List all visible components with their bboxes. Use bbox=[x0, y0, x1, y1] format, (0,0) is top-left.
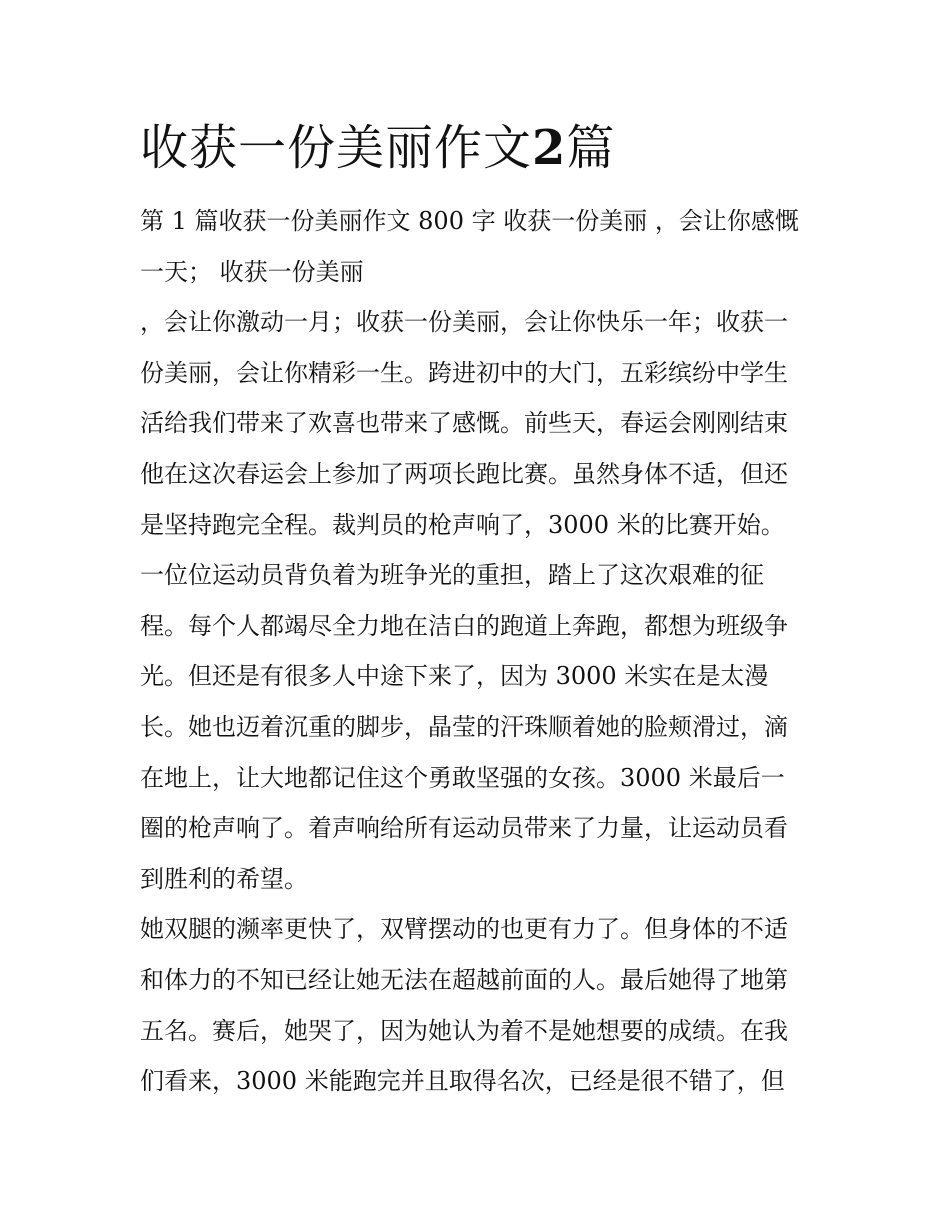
text-line: 们看来，3000 米能跑完并且取得名次，已经是很不错了，但 bbox=[140, 1067, 785, 1096]
text-line: 份美丽，会让你精彩一生。跨进初中的大门，五彩缤纷中学生 bbox=[140, 358, 788, 387]
text-line: 一天； 收获一份美丽 bbox=[140, 257, 364, 286]
text-line: 是坚持跑完全程。裁判员的枪声响了，3000 米的比赛开始。 bbox=[140, 510, 785, 539]
text-line: ，会让你激动一月；收获一份美丽，会让你快乐一年；收获一 bbox=[140, 308, 788, 337]
text-line: 到胜利的希望。 bbox=[140, 864, 308, 893]
text-line: 在地上，让大地都记住这个勇敢坚强的女孩。3000 米最后一 bbox=[140, 763, 785, 792]
text-line: 一位位运动员背负着为班争光的重担，踏上了这次艰难的征 bbox=[140, 561, 764, 590]
text-line: 活给我们带来了欢喜也带来了感慨。前些天，春运会刚刚结束 bbox=[140, 409, 788, 438]
title-text: 收获一份美丽作文 bbox=[140, 120, 533, 176]
text-line: 长。她也迈着沉重的脚步，晶莹的汗珠顺着她的脸颊滑过，滴 bbox=[140, 712, 788, 741]
text-line: 五名。赛后，她哭了，因为她认为着不是她想要的成绩。在我 bbox=[140, 1016, 788, 1045]
text-line: 和体力的不知已经让她无法在超越前面的人。最后她得了地第 bbox=[140, 965, 788, 994]
document-body bbox=[140, 196, 830, 1107]
text-line: 她双腿的濒率更快了，双臂摆动的也更有力了。但身体的不适 bbox=[140, 915, 788, 944]
text-line: 圈的枪声响了。着声响给所有运动员带来了力量，让运动员看 bbox=[140, 814, 788, 843]
text-line: 第 1 篇收获一份美丽作文 800 字 收获一份美丽 ，会让你感慨 bbox=[140, 207, 799, 235]
title-number: 2 bbox=[532, 120, 567, 176]
title-suffix: 篇 bbox=[566, 120, 616, 176]
text-line: 他在这次春运会上参加了两项长跑比赛。虽然身体不适，但还 bbox=[140, 459, 788, 488]
text-line: 程。每个人都竭尽全力地在洁白的跑道上奔跑，都想为班级争 bbox=[140, 611, 788, 640]
text-line: 光。但还是有很多人中途下来了，因为 3000 米实在是太漫 bbox=[140, 662, 769, 691]
document-title bbox=[140, 118, 830, 178]
